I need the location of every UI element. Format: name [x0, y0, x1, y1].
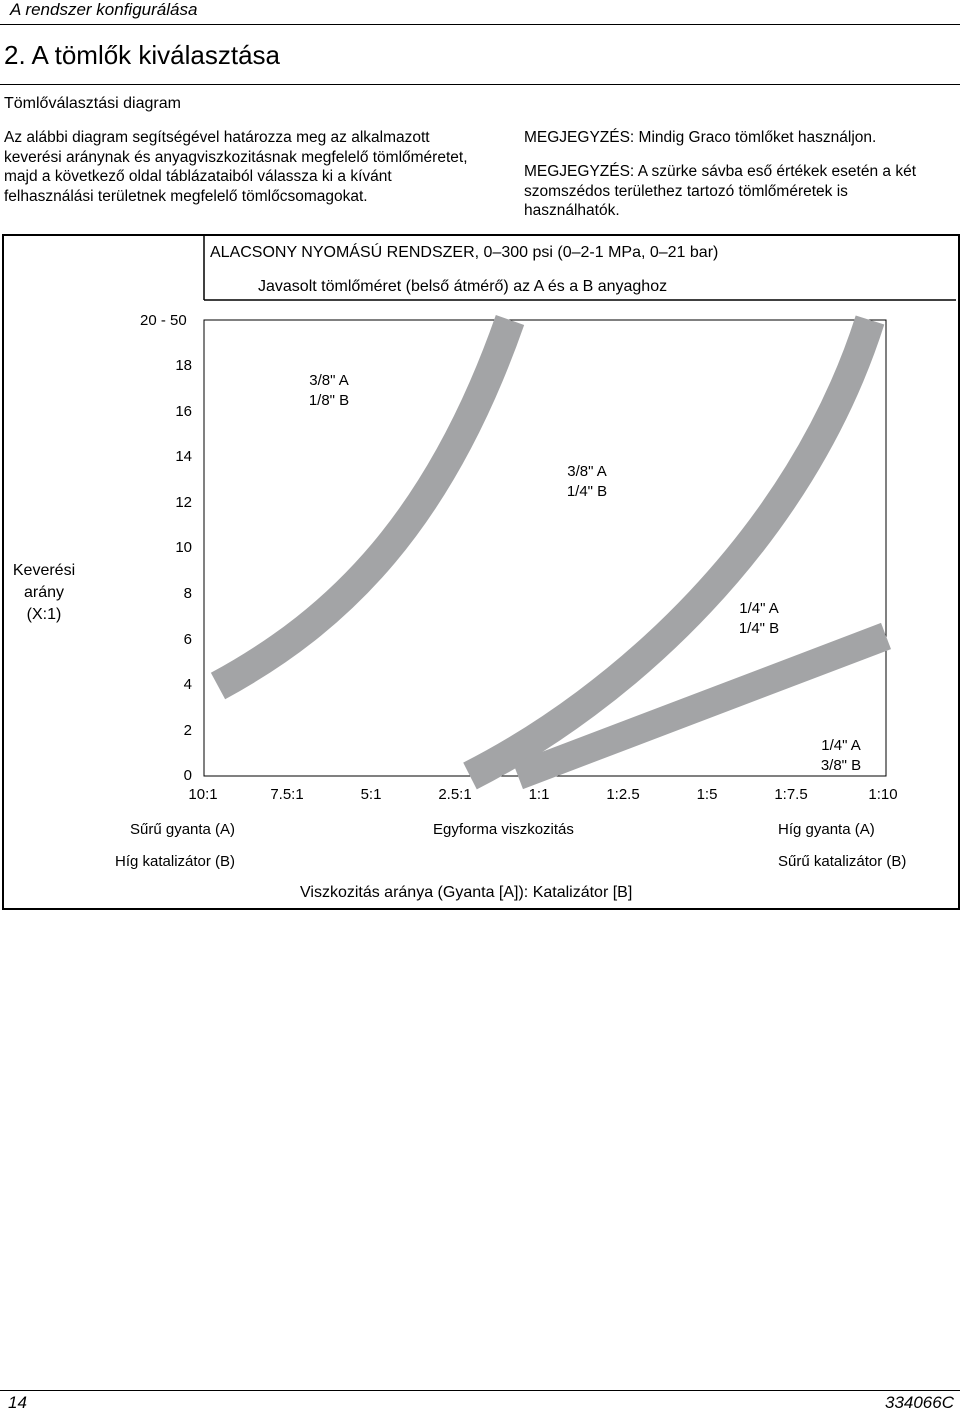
note-text: A szürke sávba eső értékek esetén a két szomszédos területhez tartozó tömlőméretek is használhatók. — [524, 163, 916, 219]
zone-label-1 — [290, 371, 368, 411]
intro-paragraph: Az alábbi diagram segítségével határozza meg az alkalmazott keverési aránynak és anyagviszkozitásnak megfelelő tömlőméretet, majd a következő oldal táblázataiból válassza ki a kívánt felhasználási területnek megfelelő tömlőcsomagokat. — [4, 129, 468, 205]
sub-title: Tömlőválasztási diagram — [4, 95, 181, 112]
x-tick: 7.5:1 — [270, 786, 304, 803]
y-tick: 4 — [183, 676, 192, 693]
x-tick: 1:1 — [528, 786, 550, 803]
x-right-label-1: Híg gyanta (A) — [778, 821, 875, 838]
zone-line-b: 3/8" B — [820, 757, 862, 774]
zone-label-4 — [802, 736, 880, 776]
x-center-label: Egyforma viszkozitás — [433, 821, 574, 838]
zone-line-a: 3/8" A — [567, 463, 607, 480]
y-tick: 18 — [175, 357, 192, 374]
zone-line-b: 1/4" B — [566, 483, 608, 500]
x-axis-label: Viszkozitás aránya (Gyanta [A]): Katalizátor [B] — [300, 884, 633, 901]
zone-label-2 — [548, 462, 626, 502]
footer-rule — [0, 1390, 960, 1391]
note-text: Mindig Graco tömlőket használjon. — [634, 129, 877, 146]
zone-line-a: 3/8" A — [309, 372, 349, 389]
zone-line-a: 1/4" A — [821, 737, 861, 754]
x-tick: 1:5 — [696, 786, 718, 803]
y-axis-label: Keverési arány (X:1) — [12, 562, 76, 623]
x-tick: 1:10 — [868, 786, 898, 803]
page-number: 14 — [8, 1393, 27, 1412]
x-tick: 1:2.5 — [606, 786, 640, 803]
y-tick: 0 — [183, 767, 192, 784]
y-tick: 6 — [183, 631, 192, 648]
running-head: A rendszer konfigurálása — [10, 0, 198, 19]
section-title: 2. A tömlők kiválasztása — [4, 40, 281, 70]
x-left-label-2: Híg katalizátor (B) — [115, 853, 236, 870]
y-top-label: 20 - 50 — [140, 312, 187, 329]
zone-label-3 — [720, 599, 798, 639]
y-tick: 2 — [183, 722, 192, 739]
x-left-label-1: Sűrű gyanta (A) — [130, 821, 236, 838]
chart-title: ALACSONY NYOMÁSÚ RENDSZER, 0–300 psi (0–2-1 MPa, 0–21 bar) — [210, 244, 719, 261]
x-right-label-2: Sűrű katalizátor (B) — [778, 853, 907, 870]
y-tick: 10 — [175, 539, 192, 556]
doc-number: 334066C — [884, 1393, 954, 1412]
x-tick: 2.5:1 — [438, 786, 472, 803]
x-tick: 10:1 — [188, 786, 218, 803]
x-tick: 1:7.5 — [774, 786, 808, 803]
note-label: MEGJEGYZÉS: — [524, 163, 635, 180]
chart-subtitle: Javasolt tömlőméret (belső átmérő) az A és a B anyaghoz — [258, 278, 668, 295]
note-label: MEGJEGYZÉS: — [524, 129, 635, 146]
y-tick: 12 — [175, 494, 192, 511]
y-tick: 14 — [175, 448, 192, 465]
zone-line-b: 1/8" B — [308, 392, 350, 409]
y-tick: 8 — [183, 585, 192, 602]
zone-line-a: 1/4" A — [739, 600, 779, 617]
x-tick: 5:1 — [360, 786, 382, 803]
y-tick: 16 — [175, 403, 192, 420]
zone-line-b: 1/4" B — [738, 620, 780, 637]
